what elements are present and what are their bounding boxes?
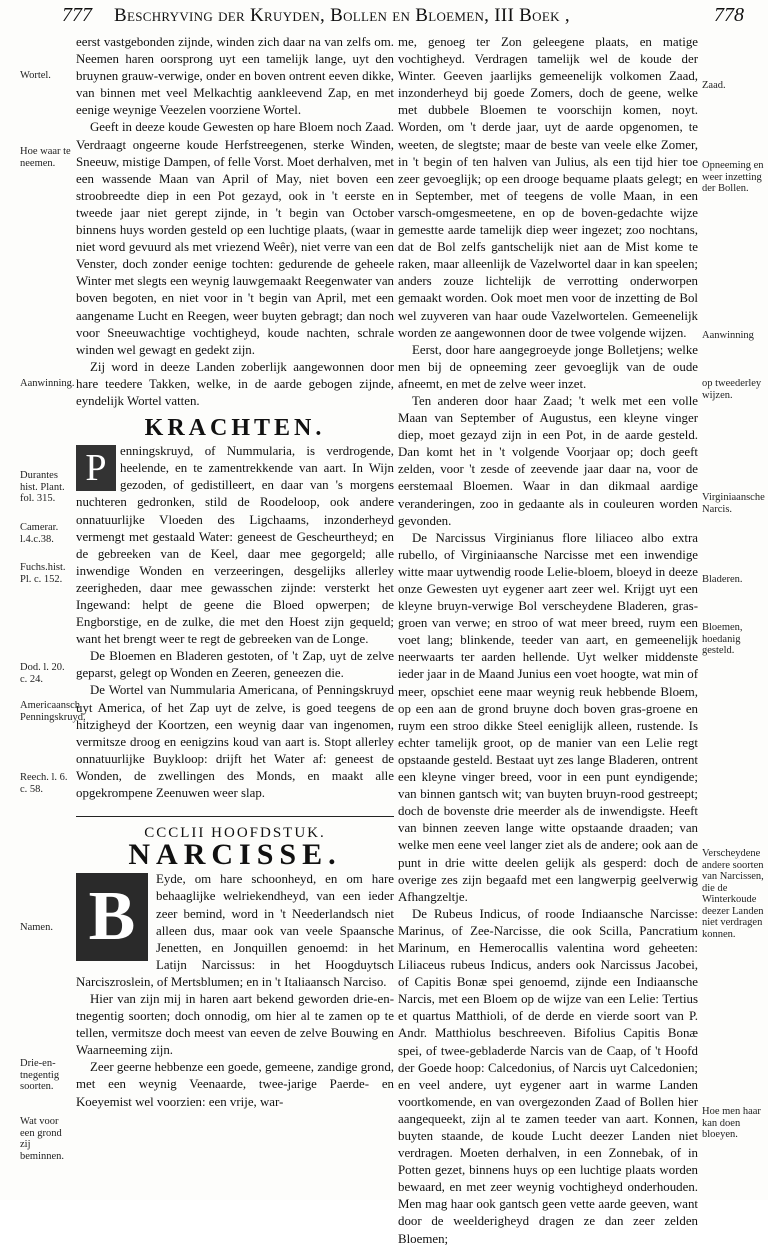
margin-note: Wat voor een grond zij beminnen.: [20, 1116, 65, 1162]
margin-note: Namen.: [20, 922, 53, 933]
margin-note: Bloemen, hoedanig gesteld.: [702, 622, 743, 656]
margin-note: Opneeming en weer inzetting der Bollen.: [702, 160, 764, 194]
paragraph: De Bloemen en Bladeren gestoten, of 't Zap, uyt de zelve geparst, gelegt op Wonden en Zeeren, geneezen die.: [76, 649, 394, 681]
header-title: Beschryving der Kruyden, Bollen en Bloemen, III Boek ,: [114, 5, 570, 26]
paragraph: Zij word in deeze Landen zoberlijk aangewonnen door hare teedere Takken, welke, in de aarde gebogen zijnde, eyndelijk Wortel vatten.: [76, 359, 394, 408]
right-column: [398, 34, 698, 1248]
paragraph: Zeer geerne hebbenze een goede, gemeene, zandige grond, met een weynig Veenaarde, twee-jarige Paerde- en Koeyemist wel voorzien: een vrije, war-: [76, 1060, 394, 1109]
paragraph: me, genoeg ter Zon geleegene plaats, en matige vochtigheyd. Verdragen tamelijk wel de koude der Winter. Geeven jaarlijks gemeenelijk volkomen Zaad, inzonderheyd bij goede Zomers, doch de geene, welke met dubbele Bloemen te voorschijn komen, noyt. Worden, om 't derde jaar, uyt de aarde opgenomen, te weeten, de slegtste; maar de beste van veele elke Zomer, in 't begin of ten halven van Julius, als een tijd hier toe zeer gevoeglijk; op een drooge bequame plaats gelegt; en in September, met of teegens de volle Maan, in een varsch-omgesmeetene, en op de boven-gedachte wijze gemestte aarde tamelijk diep weer ingezet; zoo nochtans, dat de Bol zelfs gantschelijk niet aan de Mist kome te raken, maar alleenlijk de Vazelwortel daar in kan speelen; anders zouze lichtelijk de verrotting onderworpen gemaakt worden. Ook moet men voor de inzetting de Bol wel zuyveren van haar oude Vazelwortelen. Gemeenelijk worden ze aangewonnen door de twee volgende wijzen.: [398, 35, 698, 340]
paragraph: enningskruyd, of Nummularia, is verdrogende, heelende, en te zamentrekkende van aart. In Wijn gezoden, of gedistilleert, en daar van 's morgens nuchteren gedronken, stild de Roodeloop, ook andere onnatuurlijke Vloeden des Ligchaams, inzonderheyd vermengt met gestaald Water: geneest de Gescheurtheyd; en de gebreeken van de Keel, daar mee gegorgeld; alle inwendige Wonden en verzeeringen, desgelijks allerley zeerigheden, daar mee gewasschen zijnde: versterkt het Ingewand: helpt de geene die Bloed opwerpen; de Engborstige, en de zulke, die met den Hoest zijn gequeld; want het brengt weer te regt de gebreeken van de Longe.: [76, 444, 394, 647]
margin-note: Americaansch Penningskruyd.: [20, 700, 86, 723]
divider: [76, 816, 394, 817]
margin-note: Durantes hist. Plant. fol. 315.: [20, 470, 65, 504]
paragraph: Ten anderen door haar Zaad; 't welk met een volle Maan van September of Augustus, een kleyne vinger diep, moet gezayd zijn in een Pot, in de aarde gesteld. Dan komt het in 't volgende Voorjaar op; doch geeft zelden, voor 't zesde of zeevende jaar daar na, voor de eerstemaal Bloemen. Waar in dan dikmaal aardige veranderingen, zoo in gedaante als in couleuren worden gevonden.: [398, 393, 698, 528]
paragraph: De Rubeus Indicus, of roode Indiaansche Narcisse: Marinus, of Zee-Narcisse, die ook Scilla, Pancratium Marinum, en Hemerocallis valentina word geheeten: Liliaceus rubeus Indicus, anders ook Narcissus Jacobei, of Capitis Bonæ spei genoemd, zijnde een Indiaansche Narcis, met een Bloem op de wijze van een Lelie: Tertius et quartus Matthioli, of de derde en vierde soort van P. Andr. Matthiolus beschreeven. Bifolius Capitis Bonæ spei, of twee-gebladerde Narcis van de Caap, of 't Hoofd der Goede hoop: Calcedonius, of Narcis uyt Calcedonien; en veel andere, uyt eygener aart in warme Landen voortkomende, en van overgezonden Zaad of Bollen hier aangequeekt, zijn al te zamen teeder van aart. Konnen, buyten staande, de koude Lucht deezer Landen niet verdragen. Moeten derhalven, in een Zonnebak, of in Potten gezet, binnens huys op een luchtige plaats worden bewaard, en met zeer weynig vochtigheyd onderhouden. Men mag haar ook gantsch geen vette aarde geeven, want door de weelderigheyd dragen ze dan zeer zelden Bloemen;: [398, 906, 698, 1246]
page-number-left: 777: [62, 4, 92, 26]
margin-note: Wortel.: [20, 70, 51, 81]
paragraph: Geeft in deeze koude Gewesten op hare Bloem noch Zaad. Verdraagt ongeerne koude Herfstreegenen, sterke Winden, Sneeuw, mistige Dampen, of felle Vorst. Moet derhalven, met een wassende Maan van April of May, niet boven een stroobreedte diep in een Pot gezayd, ook in 't eerste en tweede jaar niet gerept zijnde, in 't begin van October binnens huys worden gesteld op een luchtige plaats, (waar in niet word gevuurd als met vriezend Weêr), niet verre van een Venster, doch zonder eenige tochten: gedurende de geheele Winter met slegts een weynig lauwgemaakt Reegenwater van boven begoten, en niet voor in 't begin van April, met een aangename Lucht en Reegen, weer buyten gebragt; dan noch voor Sneeuwachtige vochtigheyd, koude nachten, schrale winden wel gewagt en gedekt zijn.: [76, 120, 395, 357]
margin-note: Aanwinning.: [20, 378, 75, 389]
margin-note: op tweederley wijzen.: [702, 378, 762, 401]
paragraph: Eyde, om hare schoonheyd, en om hare behaaglijke welriekendheyd, van een ieder zeer bemind, word in 't Neederlandsch niet alleen dus, maar ook van veele Spaansche Jenetten, en Jonquillen genoemd: in het Latijn Narcissus: in het Hoogduytsch Narciszroslein, of Mertsblumen; en in 't Italiaansch Narciso.: [76, 872, 394, 989]
left-column: [76, 34, 394, 1111]
margin-note: Bladeren.: [702, 574, 743, 585]
running-header: [0, 0, 768, 34]
margin-note: Aanwinning: [702, 330, 754, 341]
margin-note: Reech. l. 6. c. 58.: [20, 772, 68, 795]
paragraph: Hier van zijn mij in haren aart bekend geworden drie-en-tnegentig soorten; doch onnodig, om hier al te zamen op te tellen, vermitsze doch meest van eeven de zelve Bouwing en Waarneeming zijn.: [76, 991, 394, 1058]
initial-letter-p: P: [76, 445, 116, 491]
paragraph: De Narcissus Virginianus flore liliaceo albo extra rubello, of Virginiaansche Narcisse met een inwendige witte maar uytwendig roode Lelie-bloem, bloeyd in deeze onze Gewesten uyt eygener aart zeer wel. Krijgt uyt een kleyne bruyn-verwige Bol verscheydene Bladeren, gras-groen van verwe; en stroo of wat meer breed, ruym een voet lang; blinkende, teeder van aart, en gemeenelijk neerwaarts ter aarden hellende. Uyt welker middenste ieder jaar in de Maand Junius een voet hoogte, wat min of meer, opschiet eene maar weynig reuk hebbende Bloem, op een aan de grond bruyne doch boven gras-groene en ruym een stroo dikke Steel eeniglijk alleen, rustende. Is echter tamelijk groot, op de manier van een Lelie regt opstaande gesteld. Bestaat uyt zes lange Bladeren, ontrent een kleyne vinger breed, voor in een punt eyndigende; van binnen gantsch wit; van buyten bruyn-rood gestreept; doch de bovenste drie meerder als de inwendigste. Heeft van binnen zeeven lange witte opstaande draaden; van welke men eene veel langer ziet als de andere; ook aan de punt in drie witte deelen gelijk als gesperd: doch de overige zes zijn begaafd met een langwerpig geelverwig Afhangzeltje.: [398, 530, 698, 904]
margin-note: Fuchs.hist. Pl. c. 152.: [20, 562, 66, 585]
margin-note: Dod. l. 20. c. 24.: [20, 662, 65, 685]
ornamental-initial-b: B: [76, 873, 148, 961]
paragraph: Eerst, door hare aangegroeyde jonge Bolletjens; welke men bij de opneeming zeer gevoeglijk van de oude afneemt, en met de zelve weer inzet.: [398, 342, 698, 391]
margin-note: Verscheydene andere soorten van Narcissen, die de Winterkoude deezer Landen niet verdragen konnen.: [702, 848, 764, 940]
section-heading-krachten: KRACHTEN.: [144, 415, 326, 442]
margin-note: Hoe men haar kan doen bloeyen.: [702, 1106, 761, 1140]
margin-note: Camerar. l.4.c.38.: [20, 522, 59, 545]
chapter-number: CCCLII HOOFDSTUK.: [144, 825, 326, 842]
margin-note: Drie-en-tnegentig soorten.: [20, 1058, 60, 1092]
chapter-title: NARCISSE.: [128, 838, 342, 872]
page-number-right: 778: [714, 4, 744, 26]
margin-note: Hoe waar te neemen.: [20, 146, 71, 169]
paragraph: eerst vastgebonden zijnde, winden zich daar na van zelfs om. Neemen haren oorsprong uyt een tamelijk lange, uyt den bruynen grauw-verwige, onder en boven ontrent eeven dikke, van binnen met veel Melkachtig aankleevend Zap, en met eenige weynige Veezelen voorziene Wortel.: [76, 35, 394, 118]
margin-note: Zaad.: [702, 80, 726, 91]
margin-note: Virginiaansche Narcis.: [702, 492, 765, 515]
paragraph: De Wortel van Nummularia Americana, of Penningskruyd uyt America, of het Zap uyt de zelve, is goed teegens de hitzigheyd der Koortzen, een weynig daar van ingenomen, vermitsze droog en eenigzins koud van aart is. Stopt allerley onnatuurlijke Buykloop: drijft het Water af: geneest de Wonden, de zwellingen des Monds, en maakt alle opgekrompene Zeenuwen weer slap.: [76, 683, 394, 801]
